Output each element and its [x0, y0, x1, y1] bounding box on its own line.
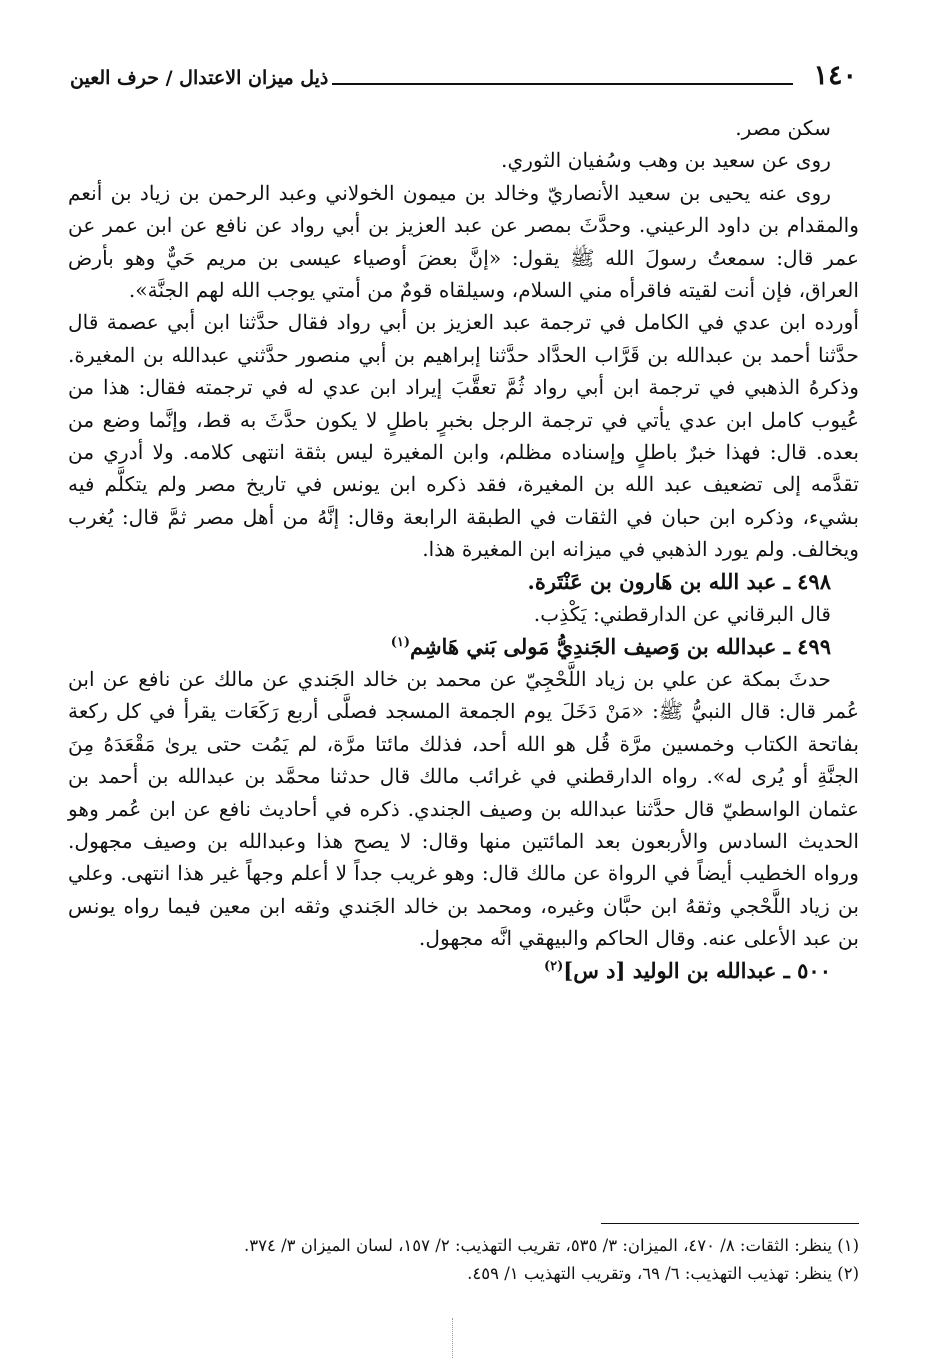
entry-heading [68, 955, 859, 987]
footnote-ref: (٢) [543, 958, 564, 974]
entry-heading [68, 631, 859, 663]
paragraph: روى عن سعيد بن وهب وسُفيان الثوري. [501, 148, 831, 173]
paragraph: أورده ابن عدي في الكامل في ترجمة عبد العزيز بن أبي رواد فقال حدَّثنا ابن أبي عصمة قال حدَّثنا أحمد بن عبدالله بن قَرَّاب الحدَّاد حدَّثنا إبراهيم بن أبي منصور حدَّثني عبدالله بن المغيرة. وذكرهُ الذهبي في ترجمة ابن أبي رواد ثُمَّ تعقَّبَ إيراد ابن عدي له في ترجمته فقال: هذا من عُيوب كامل ابن عدي يأتي في ترجمة الرجل بخبرٍ باطلٍ لا يكون حدَّثَ به قط، وإنَّما وضع من بعده. قال: فهذا خبرٌ باطلٍ وإسناده مظلم، وابن المغيرة ليس بثقة انتهى كلامه. ولا أدري من تقدَّمه إلى تضعيف عبد الله بن المغيرة، فقد ذكره ابن يونس في تاريخ مصر ولم يتكلَّم فيه بشيء، وذكره ابن حبان في الثقات في الطبقة الرابعة وقال: إنَّهُ من أهل مصر ثمَّ قال: يُغرب ويخالف. ولم يورد الذهبي في ميزانه ابن المغيرة هذا. [68, 310, 859, 562]
footnote-ref: (١) [390, 634, 410, 650]
running-title: ذيل ميزان الاعتدال / حرف العين [70, 67, 329, 89]
main-text [68, 112, 859, 987]
paragraph: حدثَ بمكة عن علي بن زياد اللَّحْجِيّ عن محمد بن خالد الجَندي عن مالك عن نافع عن ابن عُمر قال: قال النبيُّ ﷺ: «مَنْ دَخَلَ يوم الجمعة المسجد فصلَّى أربع رَكَعَات يقرأ في كل ركعة بفاتحة الكتاب وخمسين مرَّة قُل هو الله أحد، فذلك مائتا مرَّة، لم يَمُت حتى يرىٰ مَقْعَدَهُ مِنَ الجنَّةِ أو يُرى له». رواه الدارقطني في غرائب مالك قال حدثنا محمَّد بن عبدالله بن أحمد بن عثمان الواسطيّ قال حدَّثنا عبدالله بن وصيف الجندي. ذكره في أحاديث نافع عن ابن عُمر وهو الحديث السادس والأربعون بعد المائتين منها وقال: لا يصح هذا وعبدالله بن وصيف مجهول. ورواه الخطيب أيضاً في الرواة عن مالك قال: وهو غريب جداً لا أعلم وجهاً غير هذا انتهى. وعلي بن زياد اللَّحْجي وثقهُ ابن حبَّان وغيره، ومحمد بن خالد الجَندي وثقه ابن معين فيما رواه يونس بن عبد الأعلى عنه. وقال الحاكم والبيهقي انَّه مجهول. [68, 666, 859, 951]
entry-heading-text: ٤٩٨ ـ عبد الله بن هَارون بن عَنْتَرة. [527, 568, 831, 594]
entry-heading [68, 566, 859, 598]
header-rule [332, 83, 793, 85]
footnote: (١) ينظر: الثقات: ٨/ ٤٧٠، الميزان: ٣/ ٥٣٥، تقريب التهذيب: ٢/ ١٥٧، لسان الميزان ٣/ ٣٧٤. [244, 1236, 859, 1255]
footnote: (٢) ينظر: تهذيب التهذيب: ٦/ ٦٩، وتقريب التهذيب ١/ ٤٥٩. [467, 1264, 859, 1283]
page-header [70, 58, 857, 98]
paragraph: سكن مصر. [735, 116, 831, 140]
page-number: ١٤٠ [813, 60, 857, 91]
entry-heading-text: ٥٠٠ ـ عبدالله بن الوليد [د س] [563, 957, 831, 983]
paragraph: قال البرقاني عن الدارقطني: يَكْذِب. [533, 602, 831, 627]
binding-mark [452, 1318, 454, 1358]
footnote-separator [601, 1223, 859, 1224]
paragraph: روى عنه يحيى بن سعيد الأنصاريّ وخالد بن ميمون الخولاني وعبد الرحمن بن زياد بن أنعم والمقدام بن داود الرعيني. وحدَّثَ بمصر عن عبد العزيز بن أبي رواد عن نافع عن ابن عمر عن عمر قال: سمعتُ رسولَ الله ﷺ يقول: «إنَّ بعضَ أوصياء عيسى بن مريم حَيٌّ وهو بأرض العراق، فإن أنت لقيته فاقرأه مني السلام، وسيلقاه قومٌ من أمتي يوجب الله لهم الجنَّة». [68, 180, 859, 303]
footnotes [68, 1232, 859, 1288]
entry-heading-text: ٤٩٩ ـ عبدالله بن وَصيف الجَندِيُّ مَولى بَني هَاشِم [409, 633, 831, 659]
